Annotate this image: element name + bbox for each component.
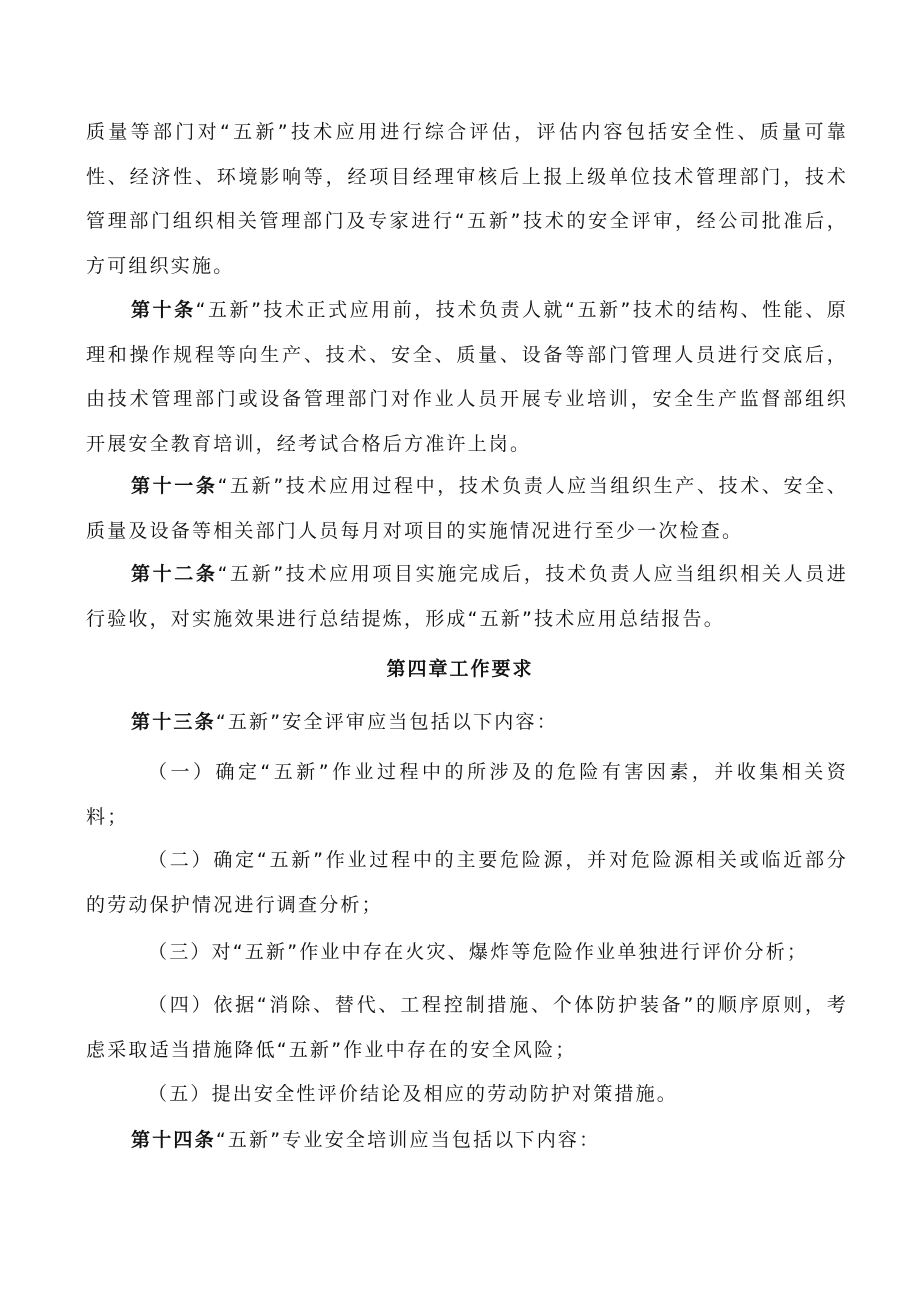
article-text: “五新”技术应用项目实施完成后，技术负责人应当组织相关人员进行验收，对实施效果进行总结提炼，形成“五新”技术应用总结报告。 <box>86 563 848 630</box>
paragraph-text: 质量等部门对“五新”技术应用进行综合评估，评估内容包括安全性、质量可靠性、经济性、环境影响等，经项目经理审核后上报上级单位技术管理部门，技术管理部门组织相关管理部门及专家进行“五新”技术的安全评审，经公司批准后，方可组织实施。 <box>86 121 848 277</box>
article-label: 第十二条 <box>131 563 218 585</box>
article-label: 第十四条 <box>131 1129 216 1151</box>
article-14 <box>86 1118 848 1163</box>
list-item: （五）提出安全性评价结论及相应的劳动防护对策措施。 <box>148 1083 679 1105</box>
article-13 <box>86 700 848 745</box>
paragraph-continuation <box>86 110 848 288</box>
list-item: （二）确定“五新”作业过程中的主要危险源，并对危险源相关或临近部分的劳动保护情况进行调查分析； <box>86 849 848 916</box>
article-text: “五新”安全评审应当包括以下内容： <box>215 711 558 733</box>
article-text: “五新”专业安全培训应当包括以下内容： <box>215 1129 601 1151</box>
article-text: “五新”技术正式应用前，技术负责人就“五新”技术的结构、性能、原理和操作规程等向生产、技术、安全、质量、设备等部门管理人员进行交底后，由技术管理部门或设备管理部门对作业人员开展专业培训，安全生产监督部组织开展安全教育培训，经考试合格后方准许上岗。 <box>86 299 848 455</box>
article-label: 第十一条 <box>131 475 218 497</box>
article-10 <box>86 288 848 466</box>
article-12 <box>86 552 848 641</box>
article-text: “五新”技术应用过程中，技术负责人应当组织生产、技术、安全、质量及设备等相关部门人员每月对项目的实施情况进行至少一次检查。 <box>86 475 848 542</box>
article-label: 第十条 <box>131 299 196 321</box>
list-item: （四）依据“消除、替代、工程控制措施、个体防护装备”的顺序原则，考虑采取适当措施降低“五新”作业中存在的安全风险； <box>86 994 848 1061</box>
list-item: （三）对“五新”作业中存在火灾、爆炸等危险作业单独进行评价分析； <box>148 941 809 963</box>
article-label: 第十三条 <box>131 711 216 733</box>
article-11 <box>86 464 848 553</box>
list-item: （一）确定“五新”作业过程中的所涉及的危险有害因素，并收集相关资料； <box>86 761 848 828</box>
chapter-title: 第四章工作要求 <box>386 658 534 680</box>
